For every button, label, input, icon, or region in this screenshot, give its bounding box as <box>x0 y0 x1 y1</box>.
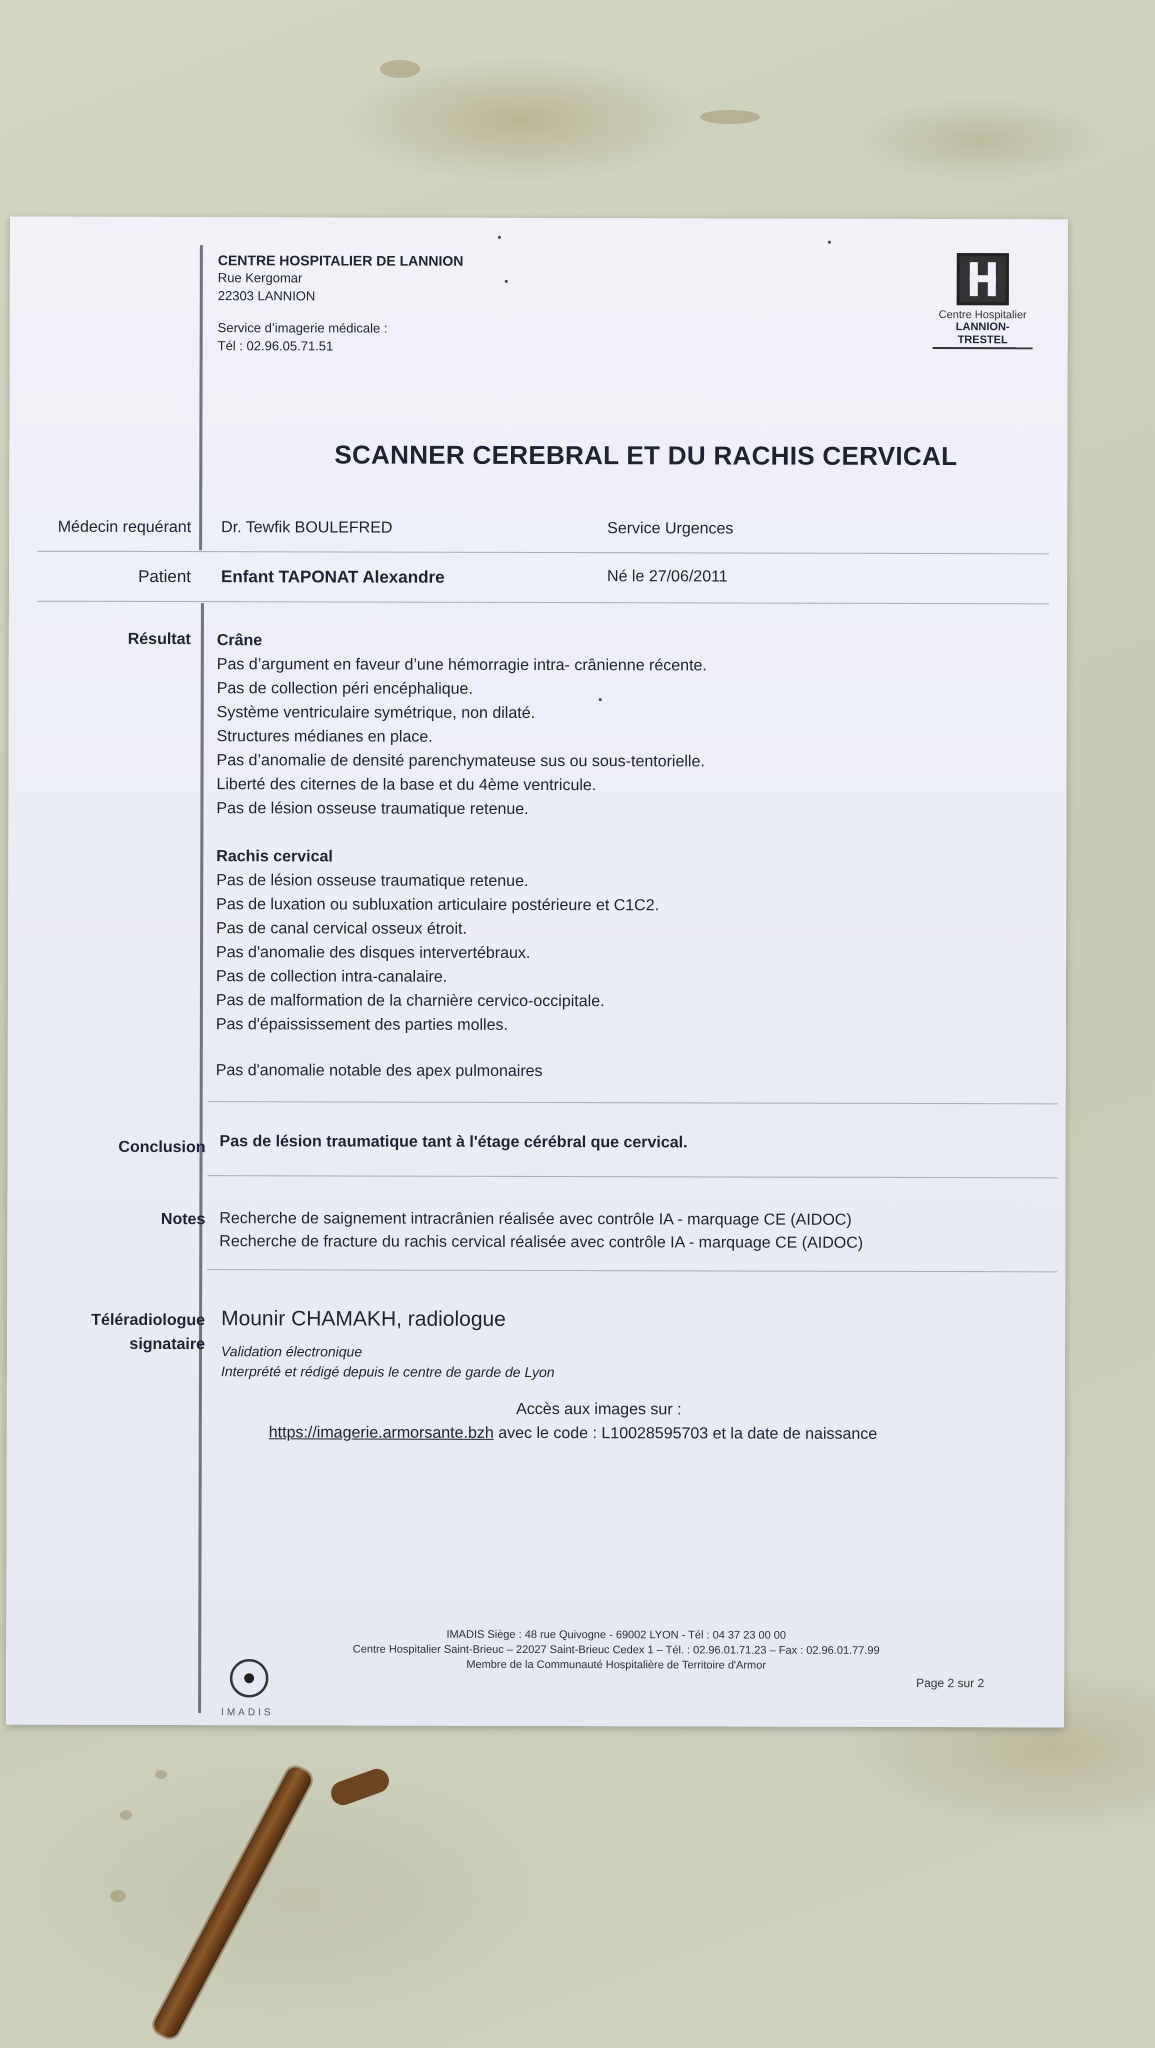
hospital-street: Rue Kergomar <box>217 270 303 286</box>
signatory-label <box>27 1309 205 1357</box>
footer <box>256 1627 976 1674</box>
crane-heading: Crâne <box>216 632 263 650</box>
validation-text: Validation électronique <box>220 1343 363 1360</box>
access-line <box>269 1421 989 1447</box>
wall-stain <box>380 60 420 78</box>
wall-stain <box>120 1810 132 1820</box>
crane-line: Système ventriculaire symétrique, non dilaté. <box>216 704 536 722</box>
patient-name: Enfant TAPONAT Alexandre <box>221 567 445 587</box>
rule-after-requester <box>37 551 1049 555</box>
logo-line1: Centre Hospitalier <box>938 309 1027 322</box>
rule-after-conclusion <box>207 1175 1057 1178</box>
crane-line: Liberté des citernes de la base et du 4ème ventricule. <box>216 776 597 795</box>
requester-service: Service Urgences <box>607 520 734 538</box>
image-access <box>269 1397 989 1447</box>
paper-speck <box>599 698 602 701</box>
rachis-line: Pas de luxation ou subluxation articulaire postérieure et C1C2. <box>216 896 660 915</box>
rule-after-notes <box>207 1269 1057 1272</box>
page-number: Page 2 sur 2 <box>916 1675 985 1691</box>
rachis-section <box>216 845 659 1038</box>
wall-stain <box>155 1770 167 1779</box>
vertical-rule-main <box>198 603 204 1713</box>
wall-stain <box>110 1890 126 1902</box>
access-code-text: avec le code : L10028595703 et la date de naissance <box>498 1424 878 1443</box>
document-title: SCANNER CEREBRAL ET DU RACHIS CERVICAL <box>334 439 958 472</box>
hospital-city: 22303 LANNION <box>217 288 316 304</box>
hospital-logo-icon <box>957 253 1009 305</box>
notes-line: Recherche de fracture du rachis cervical réalisée avec contrôle IA - marquage CE (AIDOC) <box>219 1233 864 1252</box>
rachis-line: Pas de canal cervical osseux étroit. <box>216 920 467 938</box>
paper-speck <box>498 236 501 239</box>
signatory-label-line1: Téléradiologue <box>91 1311 206 1330</box>
twig-debris <box>151 1764 315 2041</box>
wall-stain <box>700 110 760 124</box>
hospital-logo <box>933 253 1033 349</box>
crane-line: Pas d’argument en faveur d’une hémorragie intra- crânienne récente. <box>216 656 707 675</box>
requester-name: Dr. Tewfik BOULEFRED <box>221 519 393 537</box>
location-text: Interprété et rédigé depuis le centre de garde de Lyon <box>220 1363 555 1381</box>
hospital-name: CENTRE HOSPITALIER DE LANNION <box>217 252 464 269</box>
paper-speck <box>505 280 508 283</box>
requester-label: Médecin requérant <box>57 518 192 537</box>
hospital-header <box>218 251 464 356</box>
hospital-phone: Tél : 02.96.05.71.51 <box>217 338 334 354</box>
rachis-line: Pas d'épaississement des parties molles. <box>215 1016 508 1034</box>
crane-line: Structures médianes en place. <box>216 728 433 746</box>
rule-after-result <box>208 1101 1058 1104</box>
notes-label: Notes <box>160 1211 206 1229</box>
radiologist-name: Mounir CHAMAKH, radiologue <box>221 1307 506 1331</box>
crane-section <box>216 629 707 822</box>
notes-line: Recherche de saignement intracrânien réalisée avec contrôle IA - marquage CE (AIDOC) <box>219 1210 852 1229</box>
rachis-line: Pas de collection intra-canalaire. <box>215 968 448 986</box>
signature-details <box>221 1341 555 1382</box>
access-intro: Accès aux images sur : <box>516 1400 682 1419</box>
conclusion-label: Conclusion <box>118 1138 206 1157</box>
rule-after-patient <box>37 601 1049 605</box>
rachis-line: Pas de malformation de la charnière cervico-occipitale. <box>215 992 605 1011</box>
imadis-label: IMADIS <box>221 1707 274 1719</box>
rachis-heading: Rachis cervical <box>216 848 333 866</box>
footer-line2: Centre Hospitalier Saint-Brieuc – 22027 Saint-Brieuc Cedex 1 – Tél. : 02.96.01.71.23 – Fax : 02.96.01.77.99 <box>352 1643 880 1657</box>
logo-line2: LANNION-TRESTEL <box>933 321 1033 349</box>
conclusion-text: Pas de lésion traumatique tant à l'étage cérébral que cervical. <box>219 1133 688 1152</box>
image-portal-link[interactable]: https://imagerie.armorsante.bzh <box>268 1424 494 1442</box>
twig-debris-tip <box>328 1765 393 1808</box>
notes-block <box>219 1207 863 1255</box>
patient-birth: Né le 27/06/2011 <box>607 568 728 586</box>
patient-label: Patient <box>138 566 192 587</box>
rachis-line: Pas d'anomalie des disques intervertébraux. <box>216 944 531 962</box>
imadis-logo-icon <box>228 1657 270 1699</box>
apex-section <box>216 1059 543 1084</box>
rachis-line: Pas de lésion osseuse traumatique retenue. <box>216 872 529 890</box>
footer-line3: Membre de la Communauté Hospitalière de Territoire d'Armor <box>466 1658 767 1672</box>
result-label: Résultat <box>127 630 191 649</box>
signatory-label-line2: signataire <box>129 1335 206 1354</box>
crane-line: Pas d’anomalie de densité parenchymateuse sus ou sous-tentorielle. <box>216 752 705 771</box>
footer-line1: IMADIS Siège : 48 rue Quivogne - 69002 LYON - Tél : 04 37 23 00 00 <box>446 1628 787 1642</box>
report-paper <box>6 217 1068 1728</box>
vertical-rule-top <box>199 245 203 550</box>
apex-line: Pas d'anomalie notable des apex pulmonaires <box>215 1062 543 1081</box>
hospital-service: Service d’imagerie médicale : <box>217 320 388 336</box>
paper-speck <box>828 241 831 244</box>
crane-line: Pas de collection péri encéphalique. <box>216 680 473 698</box>
crane-line: Pas de lésion osseuse traumatique retenue. <box>216 800 529 818</box>
